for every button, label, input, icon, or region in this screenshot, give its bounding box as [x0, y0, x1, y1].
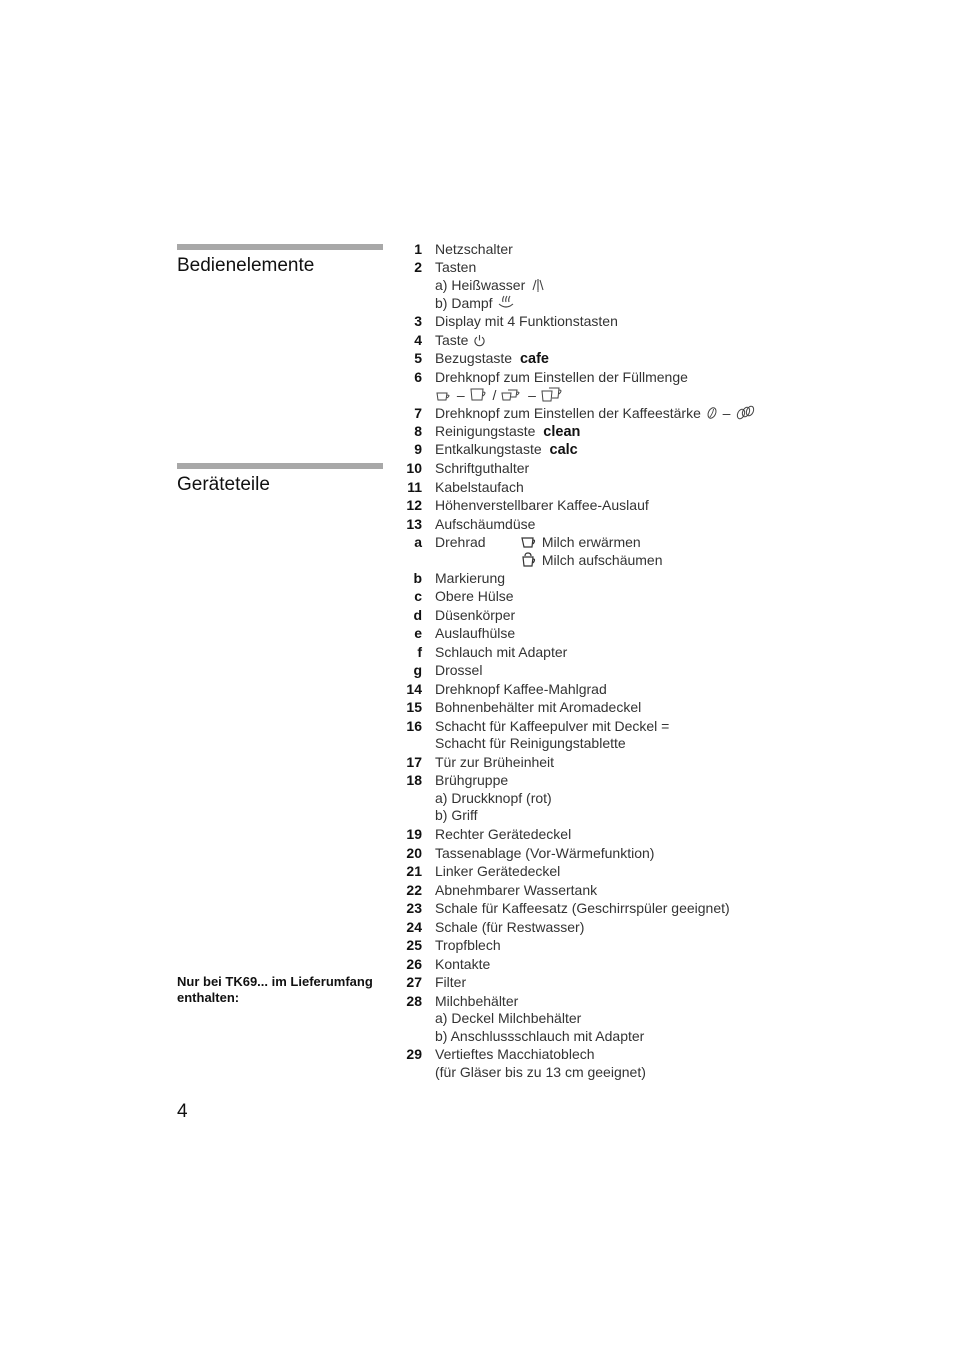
- section-title-parts: Geräteteile: [177, 474, 270, 495]
- item-text: Kontakte: [435, 956, 491, 972]
- item-text: b) Griff: [435, 807, 478, 823]
- item-text: Vertieftes Macchiatoblech: [435, 1046, 595, 1062]
- item-number: 26: [406, 956, 422, 972]
- item-number: 21: [406, 863, 422, 879]
- item-number: 10: [406, 460, 422, 476]
- keyword-cafe: cafe: [519, 351, 549, 367]
- item-text: Tassenablage (Vor-Wärmefunktion): [435, 845, 655, 861]
- item-text: Schacht für Reinigungstablette: [435, 735, 626, 751]
- item-number: 12: [406, 497, 422, 513]
- item-text: Drehknopf zum Einstellen der Füllmenge: [435, 369, 688, 385]
- item-text: Düsenkörper: [435, 607, 516, 623]
- item-text: Taste: [435, 332, 469, 348]
- separator: –: [528, 387, 536, 403]
- item-text: Brühgruppe: [435, 772, 509, 788]
- item-number: b: [413, 570, 422, 586]
- item-number: f: [417, 644, 422, 660]
- item-text: a) Heißwasser: [435, 277, 526, 293]
- item-text: Drehrad: [435, 534, 486, 550]
- milk-foam-icon: [521, 552, 537, 567]
- item-number: 7: [414, 405, 422, 421]
- item-text: b) Dampf: [435, 295, 493, 311]
- item-text: Auslaufhülse: [435, 625, 516, 641]
- item-number: 27: [406, 974, 422, 990]
- item-number: 15: [406, 699, 422, 715]
- item-number: 14: [406, 681, 422, 697]
- milk-warm-icon: [521, 536, 537, 549]
- page-number: 4: [177, 1101, 188, 1122]
- item-text: Drehknopf Kaffee-Mahlgrad: [435, 681, 607, 697]
- item-text: Aufschäumdüse: [435, 516, 536, 532]
- item-number: 16: [406, 718, 422, 734]
- item-text: Display mit 4 Funktionstasten: [435, 313, 618, 329]
- item-number: 5: [414, 350, 422, 366]
- separator: –: [456, 387, 465, 403]
- item-text: Entkalkungstaste: [435, 441, 542, 457]
- item-text: Tür zur Brüheinheit: [435, 754, 555, 770]
- delivery-note: Nur bei TK69... im Lieferumfang enthalten:: [177, 974, 373, 1005]
- item-number: 6: [414, 369, 422, 385]
- item-number: 29: [406, 1046, 422, 1062]
- large-cup-icon: [470, 388, 488, 402]
- power-icon: [473, 334, 486, 347]
- item-number: c: [414, 588, 422, 604]
- item-text: Milchbehälter: [435, 993, 519, 1009]
- item-text: Schacht für Kaffeepulver mit Deckel =: [435, 718, 670, 734]
- item-text: Schale (für Restwasser): [435, 919, 585, 935]
- section-divider: [177, 463, 383, 469]
- item-text: b) Anschlussschlauch mit Adapter: [435, 1028, 645, 1044]
- item-number: g: [413, 662, 422, 678]
- item-text: Linker Gerätedeckel: [435, 863, 561, 879]
- item-text: Milch erwärmen: [541, 534, 641, 550]
- item-text: Bohnenbehälter mit Aromadeckel: [435, 699, 642, 715]
- two-large-cups-icon: [541, 387, 565, 402]
- item-number: 23: [406, 900, 422, 916]
- steam-icon: [497, 295, 515, 310]
- item-text: Markierung: [435, 570, 506, 586]
- item-text: Tasten: [435, 259, 477, 275]
- small-cup-icon: [436, 390, 452, 402]
- item-text: Schale für Kaffeesatz (Geschirrspüler geeignet): [435, 900, 730, 916]
- separator: /: [492, 387, 497, 403]
- item-number: 20: [406, 845, 422, 861]
- item-number: 2: [414, 259, 422, 275]
- item-text: Tropfblech: [435, 937, 501, 953]
- item-number: 1: [414, 241, 422, 257]
- separator: –: [722, 405, 731, 421]
- item-number: a: [414, 534, 422, 550]
- item-number: 11: [407, 479, 422, 495]
- item-text: a) Druckknopf (rot): [435, 790, 552, 806]
- single-bean-icon: [706, 406, 718, 420]
- item-number: 18: [406, 772, 422, 788]
- two-small-cups-icon: [501, 388, 523, 402]
- section-title-controls: Bedienelemente: [177, 255, 315, 276]
- section-divider: [177, 244, 383, 250]
- item-number: 13: [406, 516, 422, 532]
- item-number: 25: [406, 937, 422, 953]
- item-number: 28: [406, 993, 422, 1009]
- triple-bean-icon: [735, 405, 755, 420]
- item-text: Filter: [435, 974, 467, 990]
- item-number: d: [413, 607, 422, 623]
- item-text: Obere Hülse: [435, 588, 514, 604]
- item-number: e: [414, 625, 422, 641]
- item-text: Netzschalter: [435, 241, 513, 257]
- item-text: Milch aufschäumen: [541, 552, 663, 568]
- item-number: 19: [406, 826, 422, 842]
- item-text: (für Gläser bis zu 13 cm geeignet): [435, 1064, 646, 1080]
- item-number: 3: [414, 313, 422, 329]
- item-number: 17: [406, 754, 422, 770]
- item-number: 22: [406, 882, 422, 898]
- item-text: Kabelstaufach: [435, 479, 524, 495]
- item-text: Abnehmbarer Wassertank: [435, 882, 598, 898]
- item-text: a) Deckel Milchbehälter: [435, 1010, 582, 1026]
- keyword-clean: clean: [543, 424, 581, 440]
- item-text: Drehknopf zum Einstellen der Kaffeestärke: [435, 405, 701, 421]
- item-number: 4: [414, 332, 422, 348]
- item-text: Reinigungstaste: [435, 423, 536, 439]
- item-number: 9: [414, 441, 422, 457]
- hot-water-icon: [530, 278, 546, 292]
- item-text: Schriftguthalter: [435, 460, 530, 476]
- item-text: Drossel: [435, 662, 483, 678]
- item-text: Höhenverstellbarer Kaffee-Auslauf: [435, 497, 649, 513]
- item-text: Schlauch mit Adapter: [435, 644, 568, 660]
- item-number: 8: [414, 423, 422, 439]
- item-number: 24: [406, 919, 422, 935]
- keyword-calc: calc: [549, 442, 578, 458]
- item-text: Rechter Gerätedeckel: [435, 826, 572, 842]
- item-text: Bezugstaste: [435, 350, 513, 366]
